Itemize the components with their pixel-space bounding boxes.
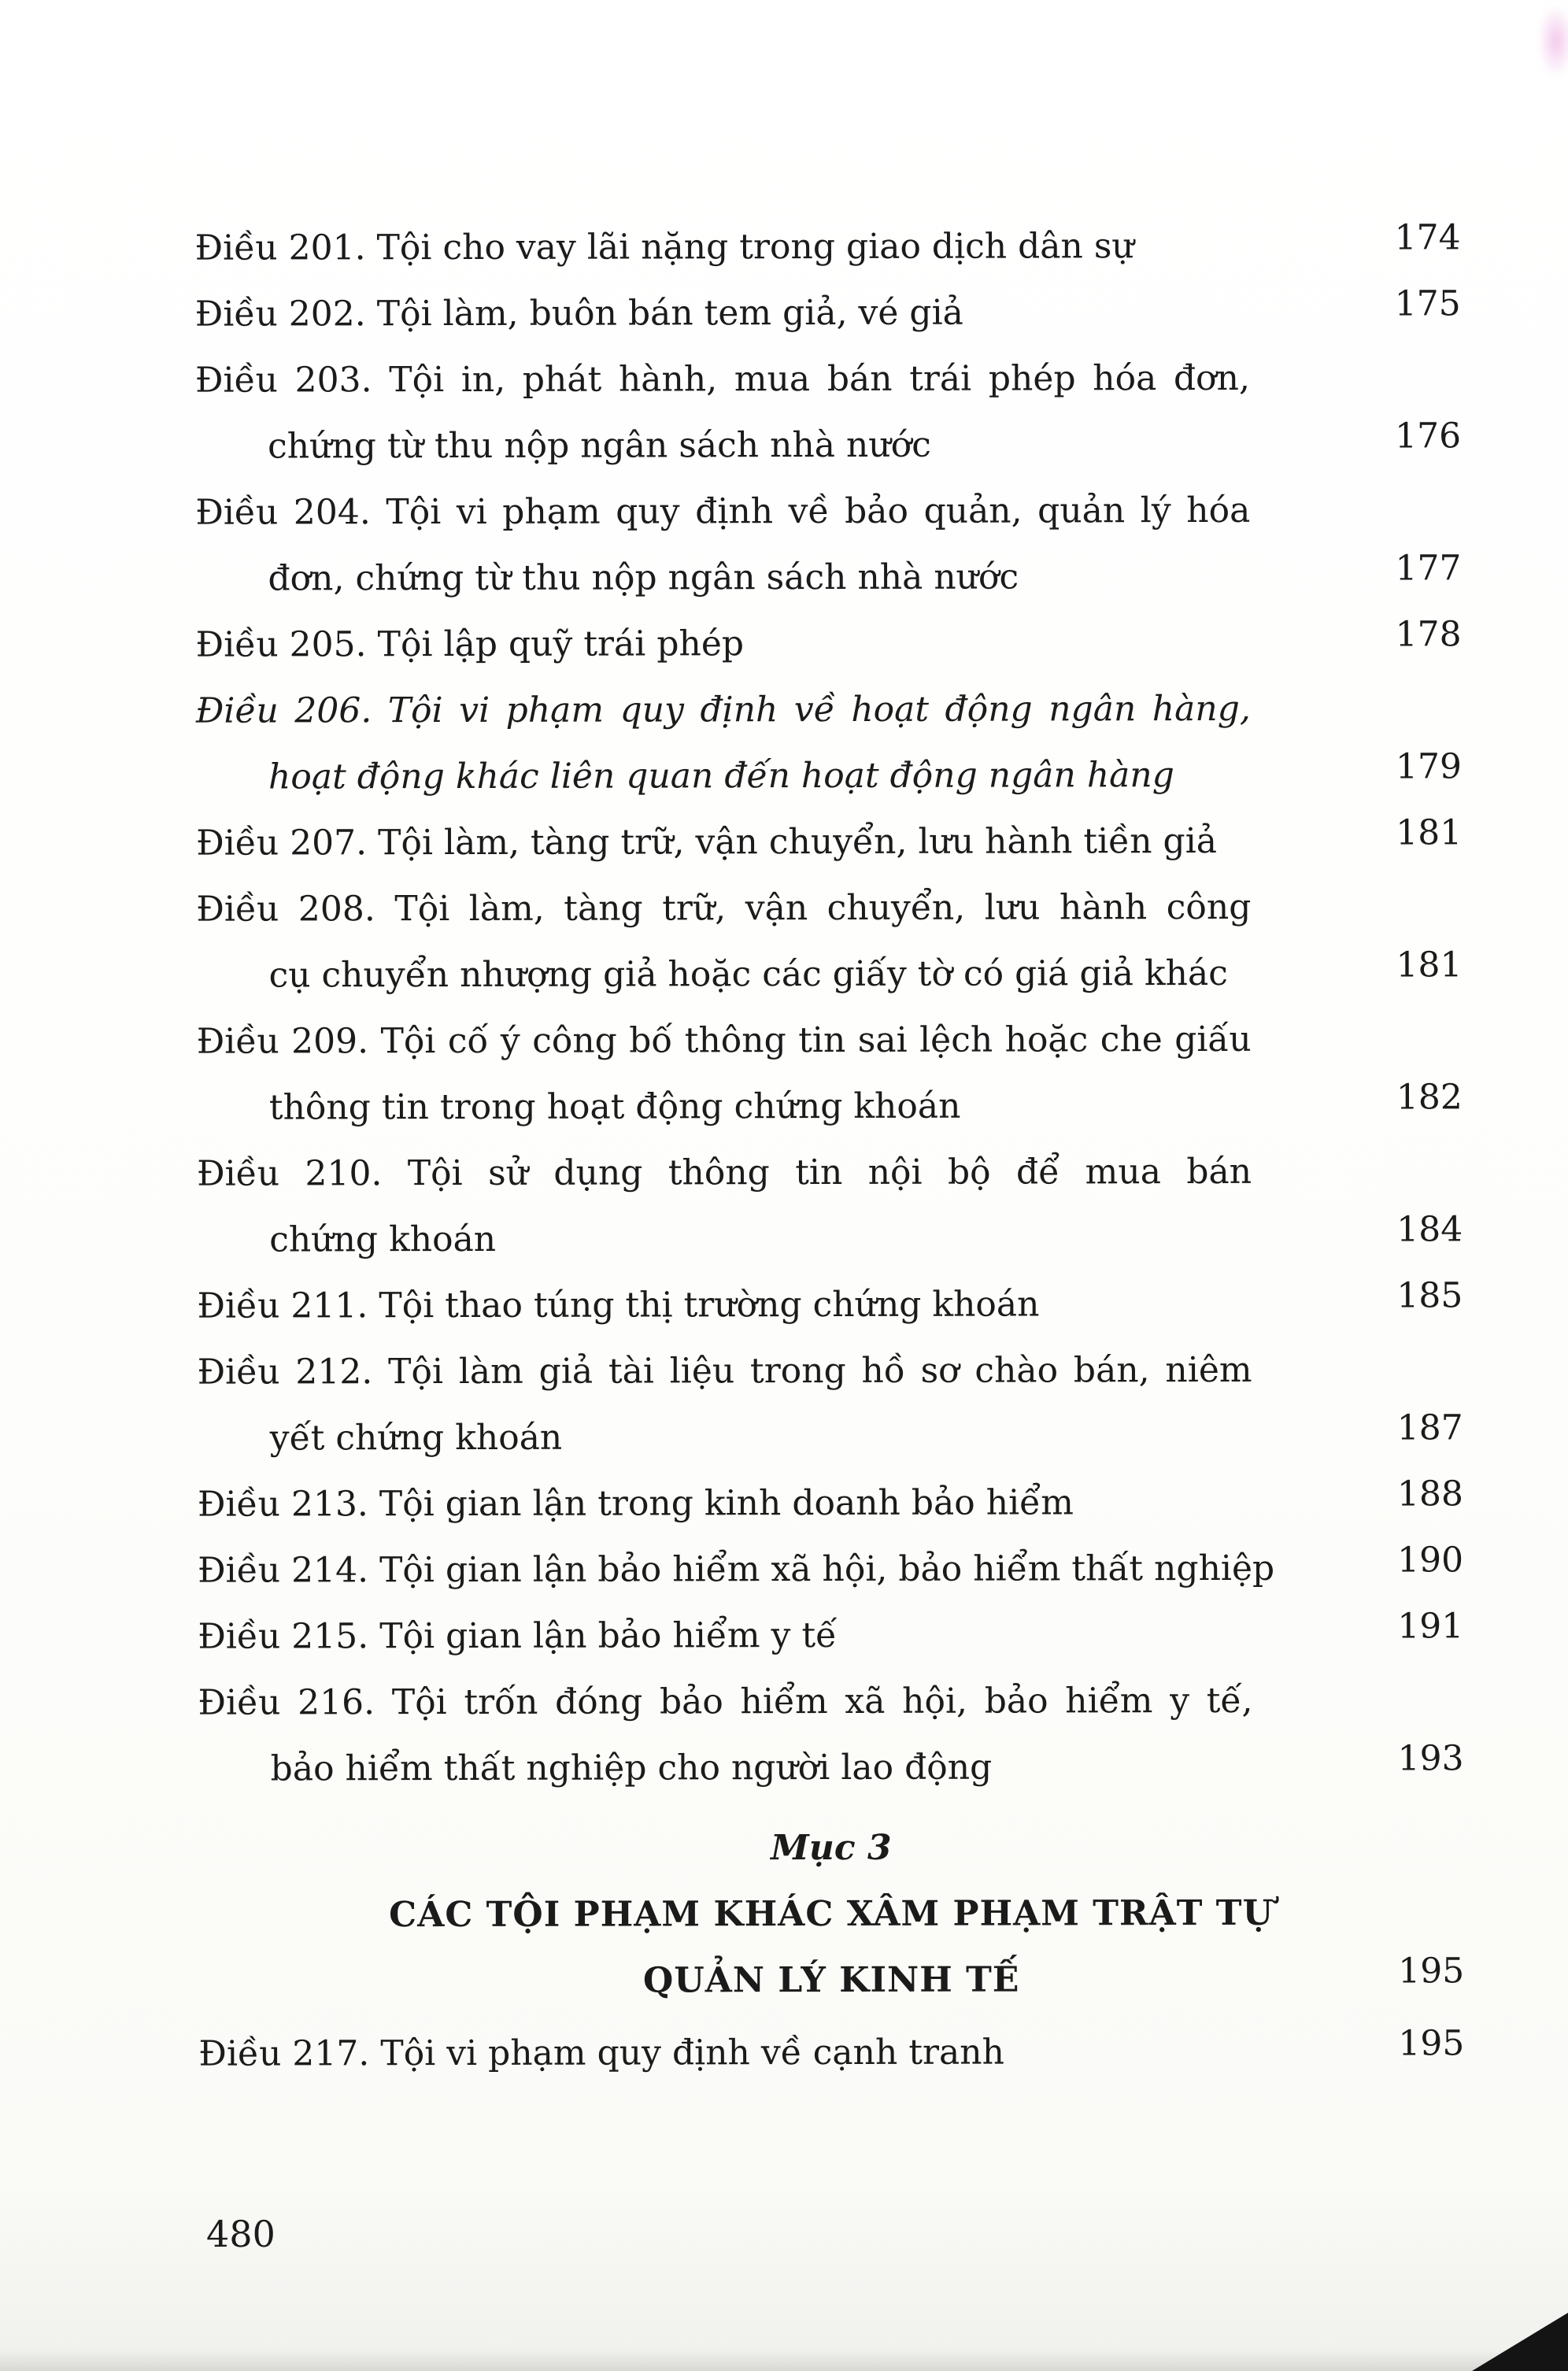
toc-entry-line: Điều 208. Tội làm, tàng trữ, vận chuyển, lưu hành công (196, 886, 1252, 930)
toc-entry-line: Điều 211. Tội thao túng thị trường chứng khoán (197, 1284, 1040, 1326)
toc-entry (196, 675, 1462, 810)
toc-entry-line: bảo hiểm thất nghiệp cho người lao động (270, 1747, 993, 1789)
toc-entry-page-number: 190 (1397, 1540, 1464, 1581)
toc-entry-line: Điều 214. Tội gian lận bảo hiểm xã hội, bảo hiểm thất nghiệp (198, 1548, 1275, 1591)
toc-entry-text (196, 808, 1251, 877)
toc-entry-line: Điều 213. Tội gian lận trong kinh doanh bảo hiểm (197, 1482, 1074, 1525)
section-page-number: 195 (1398, 1951, 1465, 1992)
toc-entry-line: Điều 203. Tội in, phát hành, mua bán trái phép hóa đơn, (194, 357, 1251, 401)
toc-entry-page-number: 191 (1397, 1606, 1464, 1647)
scan-bottom-shade (0, 2351, 1568, 2371)
toc-entry (196, 874, 1462, 1008)
toc-entry-text (196, 676, 1251, 811)
toc-entry-page-number: 193 (1397, 1738, 1464, 1779)
toc-entry-line: cụ chuyển nhượng giả hoặc các giấy tờ có giá giả khác (268, 952, 1228, 996)
toc-entry (197, 1271, 1463, 1339)
toc-entry-text (198, 2019, 1253, 2088)
toc-entry-text (198, 1536, 1274, 1604)
toc-entry (197, 1138, 1463, 1273)
toc-entry-line: Điều 207. Tội làm, tàng trữ, vận chuyển, lưu hành tiền giả (196, 820, 1218, 864)
toc-entry-page-number: 181 (1396, 945, 1463, 986)
toc-list (195, 213, 1465, 2087)
toc-entry-line: Điều 201. Tội cho vay lãi nặng trong giao dịch dân sự (194, 226, 1134, 268)
toc-entry-line: yết chứng khoán (269, 1417, 563, 1459)
toc-entry (198, 1601, 1463, 1670)
toc-entry-page-number: 176 (1395, 416, 1462, 457)
page-number-footer: 480 (205, 2212, 276, 2256)
toc-entry-page-number: 182 (1396, 1077, 1463, 1118)
toc-entry-page-number: 178 (1395, 614, 1462, 655)
toc-entry (195, 477, 1461, 612)
toc-entry (198, 1337, 1463, 1471)
section-kicker: Mục 3 (771, 1827, 892, 1869)
toc-entry-line: chứng khoán (269, 1219, 497, 1260)
toc-entry-page-number: 187 (1396, 1407, 1463, 1448)
toc-entry-text (195, 478, 1250, 612)
section-title-line: CÁC TỘI PHẠM KHÁC XÂM PHẠM TRẬT TỰ (389, 1892, 1274, 1936)
toc-entry (197, 1006, 1463, 1141)
toc-entry (195, 345, 1461, 479)
toc-entry-line: Điều 210. Tội sử dụng thông tin nội bộ để mua bán (197, 1151, 1252, 1194)
toc-entry-page-number: 181 (1396, 812, 1463, 853)
toc-entry-line: Điều 205. Tội lập quỹ trái phép (195, 623, 745, 665)
toc-entry-page-number: 177 (1395, 548, 1462, 589)
toc-entry-page-number: 185 (1396, 1275, 1463, 1316)
toc-entry-page-number: 179 (1395, 746, 1463, 787)
toc-entry-text (197, 1007, 1252, 1141)
scan-pink-smudge (1538, 5, 1568, 77)
toc-entry-page-number: 188 (1396, 1474, 1463, 1515)
toc-entry-line: Điều 209. Tội cố ý công bố thông tin sai lệch hoặc che giấu (196, 1019, 1252, 1062)
toc-entry (195, 279, 1461, 347)
toc-entry-text (198, 1470, 1252, 1538)
toc-entry-text (198, 1337, 1252, 1472)
toc-entry (198, 1469, 1463, 1537)
toc-entry-line: Điều 216. Tội trốn đóng bảo hiểm xã hội, bảo hiểm y tế, (198, 1680, 1253, 1723)
toc-entry-line: Điều 204. Tội vi phạm quy định về bảo quản, quản lý hóa (195, 490, 1251, 533)
toc-entry-line: chứng từ thu nộp ngân sách nhà nước (268, 424, 931, 467)
toc-entry-page-number: 184 (1396, 1209, 1463, 1250)
toc-entry-text (195, 279, 1250, 348)
section-title-line: QUẢN LÝ KINH TẾ (642, 1959, 1020, 2001)
toc-entry-page-number: 195 (1398, 2023, 1465, 2064)
toc-entry-line: hoạt động khác liên quan đến hoạt động ngân hàng (268, 755, 1174, 797)
toc-entry-line: Điều 206. Tội vi phạm quy định về hoạt động ngân hàng, (195, 688, 1251, 731)
toc-entry-line: Điều 202. Tội làm, buôn bán tem giả, vé giả (194, 292, 963, 335)
section-heading (198, 1814, 1465, 2014)
scan-corner-fold-icon (1472, 2313, 1568, 2371)
toc-entry-text (196, 610, 1251, 679)
toc-entry-line: đơn, chứng từ thu nộp ngân sách nhà nước (268, 557, 1019, 599)
toc-entry (198, 2018, 1464, 2087)
toc-entry-page-number: 174 (1394, 217, 1461, 258)
toc-entry (196, 609, 1462, 678)
toc-entry-text (196, 875, 1251, 1009)
toc-entry-line: Điều 217. Tội vi phạm quy định về cạnh tranh (198, 2032, 1004, 2074)
toc-entry-line: Điều 212. Tội làm giả tài liệu trong hồ sơ chào bán, niêm (197, 1349, 1252, 1393)
toc-entry-text (198, 1602, 1252, 1670)
toc-entry-text (197, 1139, 1252, 1274)
toc-entry-text (195, 346, 1250, 480)
toc-entry (196, 808, 1462, 876)
toc-entry-page-number: 175 (1394, 283, 1461, 324)
toc-entry-text (197, 1271, 1252, 1340)
toc-entry (198, 1667, 1463, 1802)
toc-entry-line: Điều 215. Tội gian lận bảo hiểm y tế (198, 1615, 838, 1657)
toc-entry-line: thông tin trong hoạt động chứng khoán (268, 1086, 961, 1128)
toc-entry-text (198, 1668, 1252, 1803)
toc-entry-text (195, 213, 1250, 282)
